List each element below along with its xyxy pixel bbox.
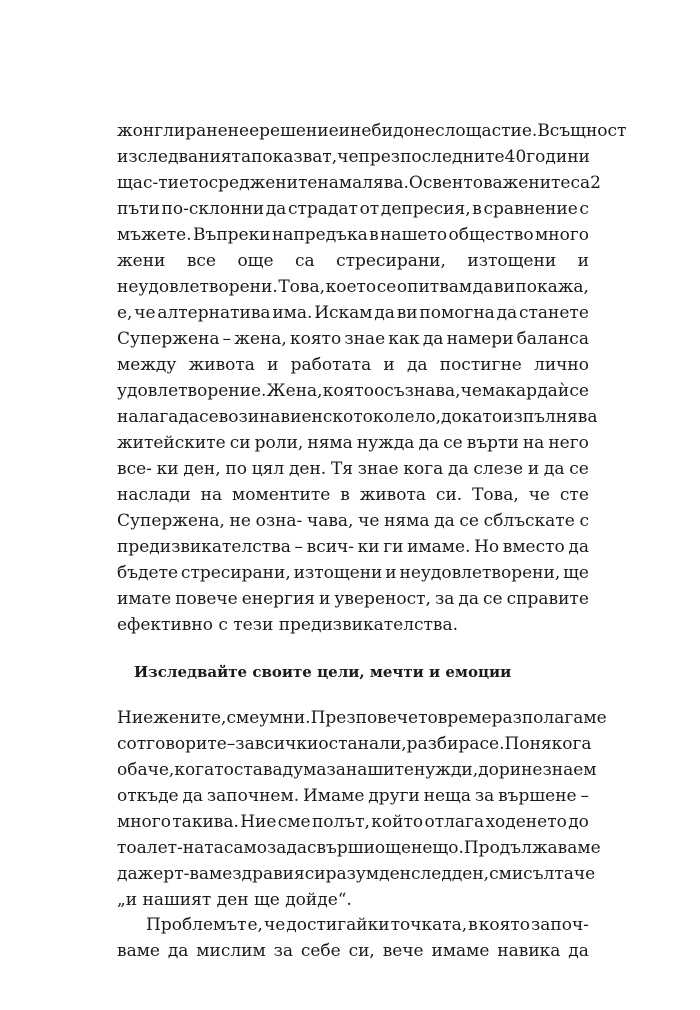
word: вместо <box>502 537 565 557</box>
word: през <box>358 147 401 167</box>
word: Проблемът <box>146 915 247 935</box>
text-line <box>117 705 607 731</box>
word: Понякога <box>504 734 592 754</box>
word: до <box>568 812 589 832</box>
word: вози <box>218 407 260 427</box>
word: удовлетворение. <box>117 381 267 401</box>
text-line <box>117 222 589 248</box>
word: вече <box>382 941 424 961</box>
word: щас- <box>117 173 159 193</box>
word: нужда <box>356 433 415 453</box>
word: да <box>537 381 558 401</box>
word: слезе <box>473 459 524 479</box>
word: отговорите <box>126 734 227 754</box>
word: много <box>535 225 589 245</box>
word: решение <box>259 121 339 141</box>
word: наслади <box>117 485 191 505</box>
word: да <box>458 589 479 609</box>
word: покажа, <box>515 277 589 297</box>
word: имате <box>117 589 172 609</box>
word: разбира <box>406 734 480 754</box>
word: 40 <box>504 147 527 167</box>
word: все- <box>117 459 152 479</box>
word: да <box>167 941 189 961</box>
word: си <box>229 433 251 453</box>
word: ната <box>182 838 224 858</box>
word: такива. <box>172 812 239 832</box>
text-line <box>117 560 589 586</box>
word: за <box>326 760 346 780</box>
word: озна- <box>255 511 303 531</box>
word: лично <box>534 355 589 375</box>
word: изтощени <box>293 563 383 583</box>
word: да <box>422 329 444 349</box>
text-line <box>117 534 589 560</box>
word: жените, <box>153 708 227 728</box>
text-line <box>117 430 589 456</box>
word: ки <box>156 459 179 479</box>
word: време <box>437 708 492 728</box>
text-line-last: ефективно с тези предизвикателства. <box>117 615 459 635</box>
word: става <box>233 760 283 780</box>
word: с <box>579 199 589 219</box>
word: която <box>478 915 530 935</box>
word: години <box>526 147 590 167</box>
word: имаме <box>431 941 490 961</box>
word: Супержена, <box>117 511 225 531</box>
word: намери <box>446 329 514 349</box>
word: и <box>577 251 589 271</box>
word: след <box>410 864 452 884</box>
word: 2 <box>590 173 601 193</box>
text-line <box>117 482 589 508</box>
word: – <box>294 537 304 557</box>
word: умни. <box>259 708 311 728</box>
word: неща <box>423 786 471 806</box>
text-line <box>117 809 589 835</box>
word: и <box>383 355 395 375</box>
word: за <box>235 734 255 754</box>
word: е <box>249 121 260 141</box>
word: и <box>338 121 350 141</box>
word: още <box>237 251 274 271</box>
text-line <box>117 300 589 326</box>
word: нужди, <box>413 760 479 780</box>
text-line <box>117 326 589 352</box>
word: Супержена <box>117 329 220 349</box>
word: за <box>434 589 455 609</box>
text-line <box>117 248 589 274</box>
word: откъде <box>117 786 179 806</box>
word: жонглиране <box>117 121 228 141</box>
word: за <box>474 786 495 806</box>
word: да <box>418 433 440 453</box>
word: работата <box>290 355 372 375</box>
word: обаче, <box>117 760 175 780</box>
word: за <box>273 941 293 961</box>
text-line <box>117 196 589 222</box>
word: стресирани, <box>180 563 291 583</box>
word: в <box>340 485 350 505</box>
word: че <box>358 511 380 531</box>
word: започнем. <box>206 786 300 806</box>
word: Но <box>474 537 500 557</box>
word: Ние <box>117 708 154 728</box>
word: само <box>223 838 267 858</box>
word: и <box>319 589 331 609</box>
word: Продължаваме <box>463 838 601 858</box>
word: жени <box>117 251 166 271</box>
word: чава, <box>306 511 354 531</box>
text-line <box>117 783 589 809</box>
word: и <box>267 355 279 375</box>
word: ви <box>396 303 418 323</box>
word: се <box>459 511 479 531</box>
word: сме <box>277 812 311 832</box>
word: жена, <box>234 329 287 349</box>
word: него <box>548 433 589 453</box>
word: всички <box>254 734 319 754</box>
word: показват, <box>251 147 338 167</box>
word: са <box>570 173 591 193</box>
word: в <box>468 915 478 935</box>
word: че <box>134 303 156 323</box>
word: Имаме <box>302 786 365 806</box>
word: дума <box>282 760 327 780</box>
section-heading: Изследвайте своите цели, мечти и емоции <box>134 663 512 681</box>
word: че <box>528 485 550 505</box>
word: се <box>483 589 503 609</box>
word: ѝ <box>557 381 570 401</box>
word: в <box>369 225 379 245</box>
word: е, <box>247 915 263 935</box>
word: че <box>573 864 596 884</box>
word: не <box>229 511 251 531</box>
word: изследванията <box>117 147 252 167</box>
word: опитвам <box>396 277 473 297</box>
word: си. <box>435 485 463 505</box>
word: нашето <box>380 225 448 245</box>
word: Това, <box>278 277 326 297</box>
word: няма <box>384 511 430 531</box>
word: неудовлетворени. <box>117 277 278 297</box>
word: да <box>568 941 589 961</box>
text-line <box>117 118 627 144</box>
word: вършене <box>498 786 577 806</box>
word: увереност, <box>334 589 431 609</box>
word: дори <box>478 760 522 780</box>
word: от <box>359 199 380 219</box>
word: как <box>388 329 420 349</box>
word: свърши <box>306 838 375 858</box>
word: много <box>117 812 171 832</box>
text-line <box>117 404 598 430</box>
word: Всъщност <box>537 121 627 141</box>
word: донесло <box>392 121 466 141</box>
word: осъзнава, <box>374 381 461 401</box>
word: и <box>527 459 540 479</box>
word: се <box>443 433 463 453</box>
word: сте <box>559 485 589 505</box>
word: себе <box>300 941 341 961</box>
word: енергия <box>241 589 316 609</box>
word: точката, <box>390 915 468 935</box>
word: Освен <box>408 173 464 193</box>
text-line <box>117 144 589 170</box>
word: което <box>325 277 377 297</box>
word: се. <box>479 734 505 754</box>
word: за <box>266 838 287 858</box>
word: не <box>521 760 543 780</box>
word: започ- <box>530 915 589 935</box>
word: да <box>543 459 565 479</box>
text-line <box>117 456 589 482</box>
word: не <box>227 121 250 141</box>
word: на <box>522 433 545 453</box>
word: разполагаме <box>491 708 607 728</box>
word: жените <box>502 173 571 193</box>
word: в <box>472 199 482 219</box>
word: по-склонни <box>161 199 265 219</box>
word: се <box>569 459 589 479</box>
word: налага <box>117 407 179 427</box>
text-line-last: „и нашият ден ще дойде“. <box>117 890 352 910</box>
text-line <box>117 274 589 300</box>
word: кога <box>403 459 444 479</box>
word: която <box>289 329 342 349</box>
word: ден, <box>451 864 490 884</box>
word: който <box>371 812 424 832</box>
text-line <box>117 757 597 783</box>
word: и <box>385 563 397 583</box>
word: с <box>579 511 589 531</box>
word: нашите <box>345 760 414 780</box>
word: Искам <box>314 303 373 323</box>
word: се <box>199 407 219 427</box>
word: да <box>448 459 469 479</box>
word: Въпреки <box>193 225 271 245</box>
word: върти <box>466 433 519 453</box>
word: ваме <box>117 941 160 961</box>
word: знае <box>357 459 399 479</box>
word: навика <box>497 941 561 961</box>
word: че <box>337 147 359 167</box>
word: житейските <box>117 433 226 453</box>
text-line <box>117 352 589 378</box>
word: Жена, <box>266 381 323 401</box>
word: се <box>569 381 589 401</box>
word: сблъскате <box>483 511 575 531</box>
word: ходенето <box>485 812 567 832</box>
word: тието <box>158 173 209 193</box>
word: мъжете. <box>117 225 192 245</box>
word: Тя <box>330 459 354 479</box>
word: изтощени <box>467 251 557 271</box>
word: още <box>374 838 412 858</box>
word: сме <box>226 708 260 728</box>
word: да <box>568 537 589 557</box>
word: Това, <box>472 485 519 505</box>
word: други <box>368 786 420 806</box>
word: знаем <box>542 760 597 780</box>
word: ден. <box>288 459 327 479</box>
word: справите <box>506 589 589 609</box>
word: че <box>263 915 286 935</box>
word: знае <box>344 329 386 349</box>
word: щастие. <box>465 121 538 141</box>
word: живота <box>188 355 255 375</box>
word: която <box>322 381 374 401</box>
word: на <box>200 485 223 505</box>
word: си, <box>348 941 375 961</box>
word: последните <box>400 147 505 167</box>
word: стресирани, <box>336 251 446 271</box>
text-line <box>117 861 596 887</box>
word: по <box>225 459 247 479</box>
word: да <box>472 277 494 297</box>
word: станете <box>518 303 589 323</box>
word: да <box>434 511 455 531</box>
word: цял <box>251 459 285 479</box>
word: живота <box>359 485 427 505</box>
word: повече <box>175 589 238 609</box>
word: достигайки <box>286 915 390 935</box>
text-line <box>117 508 589 534</box>
word: здравия <box>232 864 305 884</box>
word: все <box>186 251 216 271</box>
word: ще <box>563 563 589 583</box>
word: мисълта <box>498 864 574 884</box>
word: жерт- <box>137 864 190 884</box>
word: да <box>406 355 428 375</box>
word: алтернатива <box>157 303 271 323</box>
word: да <box>178 407 200 427</box>
word: отлага <box>424 812 485 832</box>
word: – <box>226 734 236 754</box>
word: останали, <box>318 734 407 754</box>
word: разум <box>325 864 380 884</box>
word: неудовлетворени, <box>399 563 561 583</box>
word: че <box>460 381 482 401</box>
word: сравнение <box>483 199 578 219</box>
word: макар <box>482 381 538 401</box>
word: помогна <box>419 303 495 323</box>
word: бъдете <box>117 563 179 583</box>
word: намалява. <box>317 173 409 193</box>
word: мислим <box>196 941 266 961</box>
word: напредъка <box>271 225 368 245</box>
word: ден, <box>183 459 221 479</box>
word: между <box>117 355 177 375</box>
word: да <box>117 864 138 884</box>
word: тоалет- <box>117 838 183 858</box>
word: да <box>182 786 204 806</box>
word: би <box>371 121 393 141</box>
text-line <box>117 938 589 964</box>
word: полът, <box>311 812 370 832</box>
word: пъти <box>117 199 160 219</box>
word: повечето <box>355 708 438 728</box>
word: нещо. <box>411 838 464 858</box>
word: общество <box>448 225 534 245</box>
word: да <box>265 199 287 219</box>
word: моментите <box>232 485 331 505</box>
word: – <box>222 329 232 349</box>
word: е, <box>117 303 133 323</box>
word: жените <box>249 173 318 193</box>
word: През <box>310 708 356 728</box>
word: страдат <box>287 199 358 219</box>
word: на <box>259 407 281 427</box>
word: Ние <box>240 812 277 832</box>
text-line-indented <box>117 912 589 938</box>
word: са <box>295 251 315 271</box>
word: не <box>350 121 372 141</box>
word: виенското <box>280 407 373 427</box>
text-line <box>117 586 589 612</box>
word: имаме. <box>407 537 471 557</box>
word: си <box>304 864 326 884</box>
word: баланса <box>516 329 589 349</box>
word: ваме <box>189 864 233 884</box>
word: ги <box>383 537 404 557</box>
word: с <box>117 734 127 754</box>
word: роли, <box>254 433 304 453</box>
word: се <box>376 277 397 297</box>
word: – <box>580 786 589 806</box>
word: когато <box>174 760 234 780</box>
text-line <box>117 170 601 196</box>
word: това <box>463 173 503 193</box>
word: постигне <box>439 355 522 375</box>
word: сред <box>208 173 250 193</box>
text-line <box>117 835 601 861</box>
word: колело, <box>372 407 442 427</box>
word: с <box>489 864 499 884</box>
word: предизвикателства <box>117 537 291 557</box>
word: депресия, <box>380 199 471 219</box>
text-line <box>117 731 592 757</box>
word: докато <box>441 407 503 427</box>
word: изпълнява <box>502 407 598 427</box>
text-line <box>117 378 589 404</box>
word: ки <box>357 537 380 557</box>
word: да <box>286 838 307 858</box>
word: има. <box>272 303 313 323</box>
word: няма <box>307 433 353 453</box>
word: да <box>374 303 395 323</box>
word: ден <box>379 864 411 884</box>
word: да <box>496 303 518 323</box>
word: всич- <box>306 537 355 557</box>
word: ви <box>493 277 515 297</box>
